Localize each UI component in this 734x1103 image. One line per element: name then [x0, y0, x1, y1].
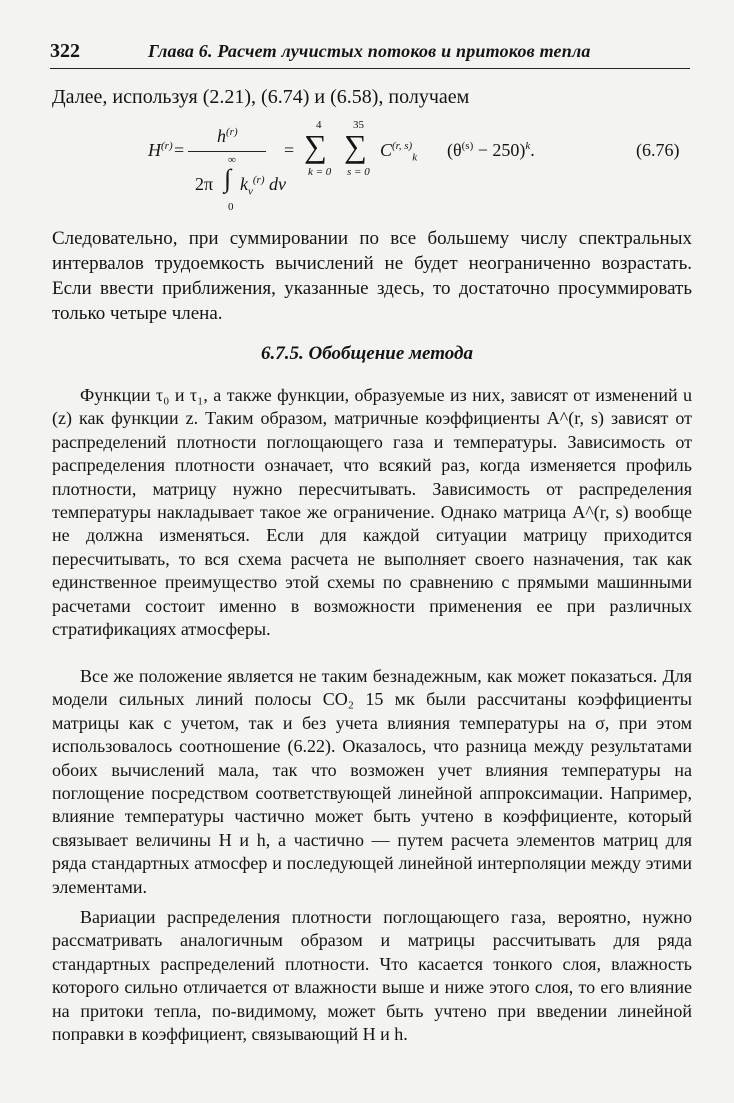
formula-lhs: $H^{(r)}$ — [148, 140, 173, 160]
paragraph-4: Вариации распределения плотности поглощающего газа, вероятно, нужно рассматривать аналогичным образом и матрицы рассчитывать для ряда стандартных распределений плотности. Что касается тонкого слоя, влажность которого сильно отличается от влажности выше и ниже этого слоя, то его влияние на притоки тепла, по-видимому, может быть учтено при введении линейной поправки в коэффициент, связывающий H и h. — [52, 907, 692, 1045]
equation-6-76 — [52, 116, 692, 216]
sum2-upper: 35 — [353, 119, 364, 131]
paragraph-1: Следовательно, при суммировании по все большему числу спектральных интервалов трудоемкость вычислений не будет неограниченно возрастать. Если ввести приближения, указанные здесь, то достаточно просуммировать только четыре члена. — [52, 228, 692, 324]
section-title: 6.7.5. Обобщение метода — [261, 343, 473, 364]
intro-line: Далее, используя (2.21), (6.74) и (6.58), получаем — [52, 86, 470, 108]
fraction-bar — [188, 151, 266, 152]
sum2-lower: s = 0 — [347, 166, 370, 178]
integral-sign: ∫ — [224, 164, 232, 193]
temperature-term: $(\theta^{(s)} - 250)^k$. — [447, 140, 535, 160]
integral-upper: ∞ — [228, 154, 236, 166]
formula-eq2: = — [284, 140, 295, 160]
sum1-lower: k = 0 — [308, 166, 332, 178]
sum1-upper: 4 — [316, 119, 322, 131]
running-head: Глава 6. Расчет лучистых потоков и притоков тепла — [148, 41, 591, 61]
formula-eq1: = — [174, 140, 185, 160]
paragraph-2: Функции τ₀ и τ₁, а также функции, образуемые из них, зависят от изменений u (z) как функции z. Таким образом, матричные коэффициенты A^(r, s) зависят от распределений плотности поглощающего газа и температуры. Зависимость от распределения плотности означает, что всякий раз, когда изменяется профиль плотности, матрицу нужно пересчитывать. Зависимость от распределения температуры накладывает такое же ограничение. Однако матрица A^(r, s) вообще не должна изменяться. Если для каждой ситуации матрицу приходится пересчитывать, то вся схема расчета не выполняет своего назначения, так как единственное преимущество этой схемы по сравнению с прямыми машинными расчетами состоит именно в возможности применения ее при различных стратификациях атмосферы. — [52, 385, 692, 640]
page-header — [50, 38, 690, 69]
sum1-sign: ∑ — [304, 128, 327, 164]
matrix-coefficient: C$^{(r, s)}_k$ — [380, 140, 418, 164]
page-number: 322 — [50, 40, 80, 62]
integrand: $k_\nu^{(r)}$ dν — [240, 174, 286, 198]
integral-lower: 0 — [228, 201, 234, 213]
sum2-sign: ∑ — [344, 128, 367, 164]
equation-number: (6.76) — [636, 140, 680, 160]
denominator-coefficient: 2π — [195, 174, 214, 194]
paragraph-3: Все же положение является не таким безнадежным, как может показаться. Для модели сильных линий полосы CO₂ 15 мк были рассчитаны коэффициенты матрицы как с учетом, так и без учета влияния температуры на σ, при этом использовалось соотношение (6.22). Оказалось, что разница между результатами обоих вычислений мала, так что возможен учет влияния температуры на поглощение посредством соответствующей линейной аппроксимации. Например, влияние температуры частично может быть учтено в коэффициенте, который связывает величины H и h, а частично — путем расчета элементов матриц для ряда стандартных атмосфер и последующей линейной интерполяции между этими элементами. — [52, 666, 692, 897]
formula-numerator: $h^{(r)}$ — [217, 126, 238, 146]
